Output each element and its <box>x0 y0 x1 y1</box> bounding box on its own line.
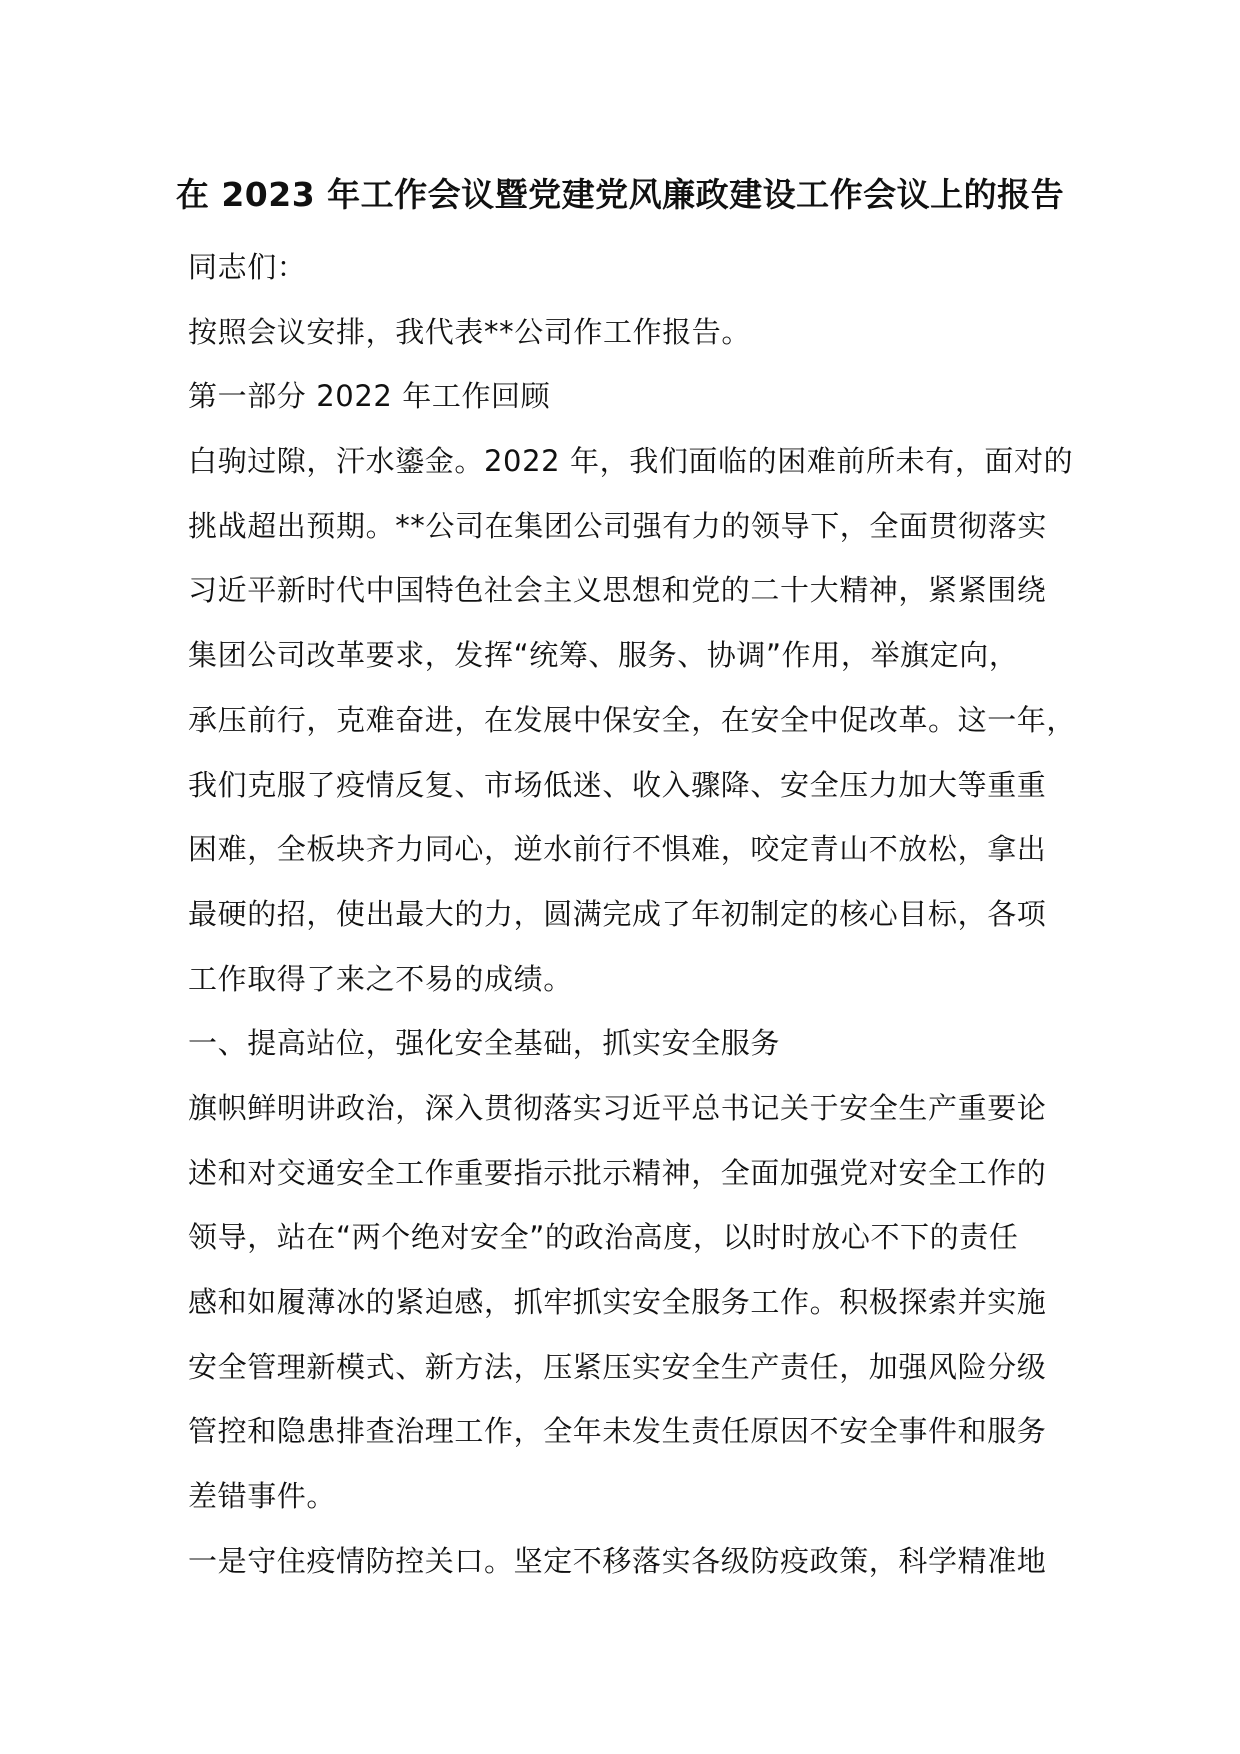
document-title: 在 2023 年工作会议暨党建党风廉政建设工作会议上的报告 <box>175 175 1065 214</box>
paragraph-line: 承压前行，克难奋进，在发展中保安全，在安全中促改革。这一年， <box>188 702 1077 737</box>
paragraph-line: 旗帜鲜明讲政治，深入贯彻落实习近平总书记关于安全生产重要论 <box>188 1090 1047 1125</box>
paragraph-line: 集团公司改革要求，发挥“统筹、服务、协调”作用，举旗定向， <box>188 638 1019 673</box>
paragraph-line: 感和如履薄冰的紧迫感，抓牢抓实安全服务工作。积极探索并实施 <box>188 1285 1047 1319</box>
paragraph-line: 一是守住疫情防控关口。坚定不移落实各级防疫政策，科学精准地 <box>188 1543 1047 1578</box>
section-heading: 第一部分 2022 年工作回顾 <box>188 379 551 414</box>
paragraph-line: 习近平新时代中国特色社会主义思想和党的二十大精神，紧紧围绕 <box>188 573 1047 608</box>
paragraph-line: 工作取得了来之不易的成绩。 <box>188 961 573 996</box>
paragraph-line: 领导，站在“两个绝对安全”的政治高度，以时时放心不下的责任 <box>188 1220 1019 1255</box>
paragraph-line: 困难，全板块齐力同心，逆水前行不惧难，咬定青山不放松，拿出 <box>188 832 1047 867</box>
paragraph-line: 管控和隐患排查治理工作，全年未发生责任原因不安全事件和服务 <box>188 1414 1047 1449</box>
paragraph-line: 安全管理新模式、新方法，压紧压实安全生产责任，加强风险分级 <box>188 1349 1047 1384</box>
paragraph-line: 差错事件。 <box>188 1479 337 1514</box>
subsection-heading: 一、提高站位，强化安全基础，抓实安全服务 <box>188 1026 781 1061</box>
paragraph-line: 述和对交通安全工作重要指示批示精神，全面加强党对安全工作的 <box>188 1155 1047 1190</box>
paragraph-line: 最硬的招，使出最大的力，圆满完成了年初制定的核心目标，各项 <box>188 896 1047 931</box>
salutation-line: 同志们： <box>188 250 307 284</box>
paragraph-line: 按照会议安排，我代表**公司作工作报告。 <box>188 314 752 349</box>
paragraph-line: 挑战超出预期。**公司在集团公司强有力的领导下，全面贯彻落实 <box>188 508 1048 543</box>
paragraph-line: 我们克服了疫情反复、市场低迷、收入骤降、安全压力加大等重重 <box>188 767 1047 802</box>
paragraph-line: 白驹过隙，汗水鎏金。2022 年，我们面临的困难前所未有，面对的 <box>188 444 1074 479</box>
document-body <box>188 244 1088 1602</box>
